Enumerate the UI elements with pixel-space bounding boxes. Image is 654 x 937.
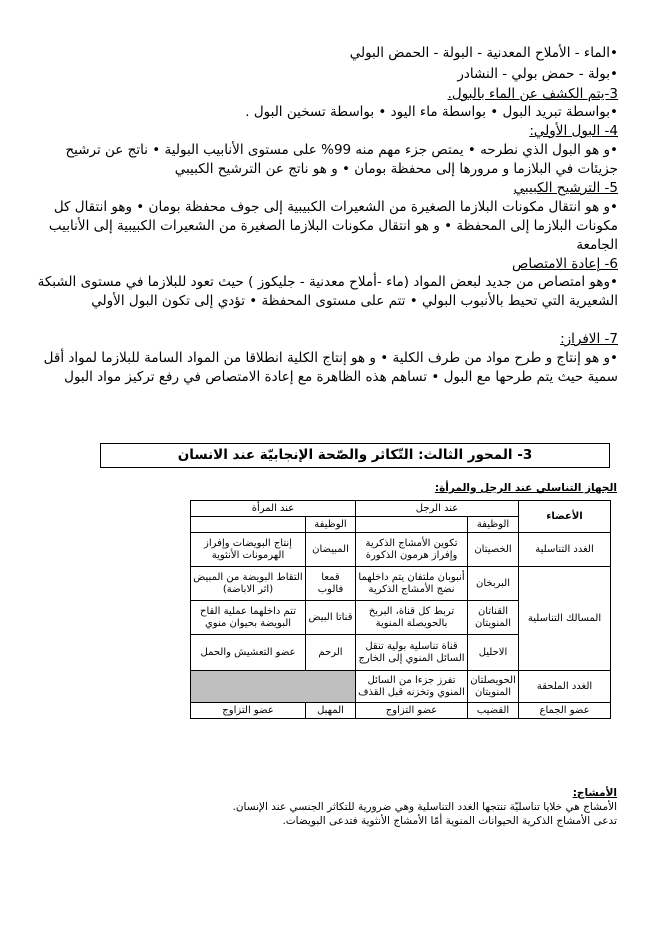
- heading-4: 4- البول الأولي:: [529, 123, 618, 139]
- organ-cell: القناتان المنويتان: [468, 601, 519, 635]
- table-header-row: [101, 501, 611, 517]
- function-cell: عضو التزاوج: [191, 703, 306, 719]
- answer-line-2: •بولة - حمض بولي - النشادر: [457, 66, 618, 82]
- organ-cell: قناتا البيض: [306, 601, 356, 635]
- empty-shaded-cell: [191, 671, 356, 703]
- table-row: [101, 533, 611, 567]
- table-title: الجهاز التناسلي عند الرجل والمرأة:: [434, 482, 617, 494]
- heading-3: 3-يتم الكشف عن الماء بالبول.: [447, 86, 618, 102]
- function-cell: تربط كل قناة، البربخ بالحويصلة المنوية: [356, 601, 468, 635]
- gametes-line-1: الأمشاج هي خلايا تناسليّة تنتجها الغدد التناسلية وهي ضرورية للتكاثر الجنسي عند الإنسان.: [232, 801, 617, 813]
- table-row: [101, 567, 611, 601]
- function-cell: تكوين الأمشاج الذكرية وإفراز هرمون الذكورة: [356, 533, 468, 567]
- table-row: [101, 671, 611, 703]
- gametes-line-2: تدعى الأمشاج الذكرية الحيوانات المنوية أمّا الأمشاج الأنثوية فتدعى البويضات.: [282, 815, 617, 827]
- man-function-header: الوظيفة: [468, 517, 519, 533]
- organ-cell: قمعا فالوب: [306, 567, 356, 601]
- organ-cell: القضيب: [468, 703, 519, 719]
- organ-cell: المهبل: [306, 703, 356, 719]
- reproductive-organs-table: [100, 500, 611, 719]
- organ-group-cell: الغدد الملحقة: [519, 671, 611, 703]
- gametes-title: الأمشاج:: [572, 787, 617, 799]
- function-cell: التقاط البويضة من المبيض (اثر الاباضة): [191, 567, 306, 601]
- heading-6: 6- إعادة الامتصاص: [512, 256, 618, 272]
- paragraph-6: •وهو امتصاص من جديد لبعض المواد (ماء -أملاح معدنية - جليكوز ) حيث تعود للبلازما في مستوى الشبكة الشعيرية التي تحيط بالأنبوب البولي • تتم على مستوى المحفظة • تؤدي إلى تكون البول الأولي: [37, 274, 618, 309]
- woman-function-header: الوظيفة: [306, 517, 356, 533]
- function-cell: عضو التعشيش والحمل: [191, 635, 306, 671]
- heading-7: 7- الافراز:: [560, 331, 618, 347]
- table-row: [101, 703, 611, 719]
- paragraph-7: •و هو إنتاج و طرح مواد من طرف الكلية • و هو إنتاج الكلية انطلاقا من المواد السامة للبلازما لمواد أقل سمية حيث يتم طرحها مع البول • تساهم هذه الظاهرة مع إعادة الامتصاص في رفع تركيز مواد البول: [43, 350, 618, 385]
- paragraph-4: •و هو البول الذي نطرحه • يمتص جزء مهم منه 99% على مستوى الأنابيب البولية • ناتج عن ترشيح جزيئات في البلازما و مرورها إلى محفظة بومان • و هو ناتج عن الترشيح الكبيبي: [65, 142, 618, 177]
- function-cell: قناة تناسلية بولية تنقل السائل المنوي إلى الخارج: [356, 635, 468, 671]
- organ-group-cell: عضو الجماع: [519, 703, 611, 719]
- function-cell: تتم داخلهما عملية القاح البويضة بحيوان منوي: [191, 601, 306, 635]
- organ-cell: الحويصلتان المنويتان: [468, 671, 519, 703]
- woman-header: عند المرأة: [191, 501, 356, 517]
- organ-group-cell: الغدد التناسلية: [519, 533, 611, 567]
- organ-cell: الاحليل: [468, 635, 519, 671]
- axis-title-box: 3- المحور الثالث: التّكاثر والصّحة الإنجابيّة عند الانسان: [100, 443, 610, 468]
- organ-group-cell: المسالك التناسلية: [519, 567, 611, 671]
- organs-header: الأعضاء: [519, 501, 611, 533]
- gametes-section: [27, 786, 617, 828]
- function-cell: أنبوبان ملتفان يتم داخلهما نضج الأمشاج الذكرية: [356, 567, 468, 601]
- organ-cell: الخصيتان: [468, 533, 519, 567]
- organ-cell: المبيضان: [306, 533, 356, 567]
- man-header: عند الرجل: [356, 501, 519, 517]
- function-cell: تفرز جزءا من السائل المنوي وتخزنه قبل القذف: [356, 671, 468, 703]
- answer-line-3: •بواسطة تبريد البول • بواسطة ماء اليود • بواسطة تسخين البول .: [245, 104, 618, 120]
- function-cell: عضو التزاوج: [356, 703, 468, 719]
- organ-cell: البربخان: [468, 567, 519, 601]
- function-cell: إنتاج البويضات وإفراز الهرمونات الأنثوية: [191, 533, 306, 567]
- organ-cell: الرحم: [306, 635, 356, 671]
- heading-5: 5- الترشيح الكبيبي: [513, 180, 618, 196]
- paragraph-5: •و هو انتقال مكونات البلازما الصغيرة من الشعيرات الكبيبية إلى جوف محفظة بومان • وهو انتقال كل مكونات البلازما إلى المحفظة • و هو انتقال مكونات البلازما الصغيرة من الشعيرات الكبيبية إلى الأنابيب الجامعة: [48, 199, 618, 253]
- answer-line-1: •الماء - الأملاح المعدنية - البولة - الحمض البولي: [349, 45, 618, 61]
